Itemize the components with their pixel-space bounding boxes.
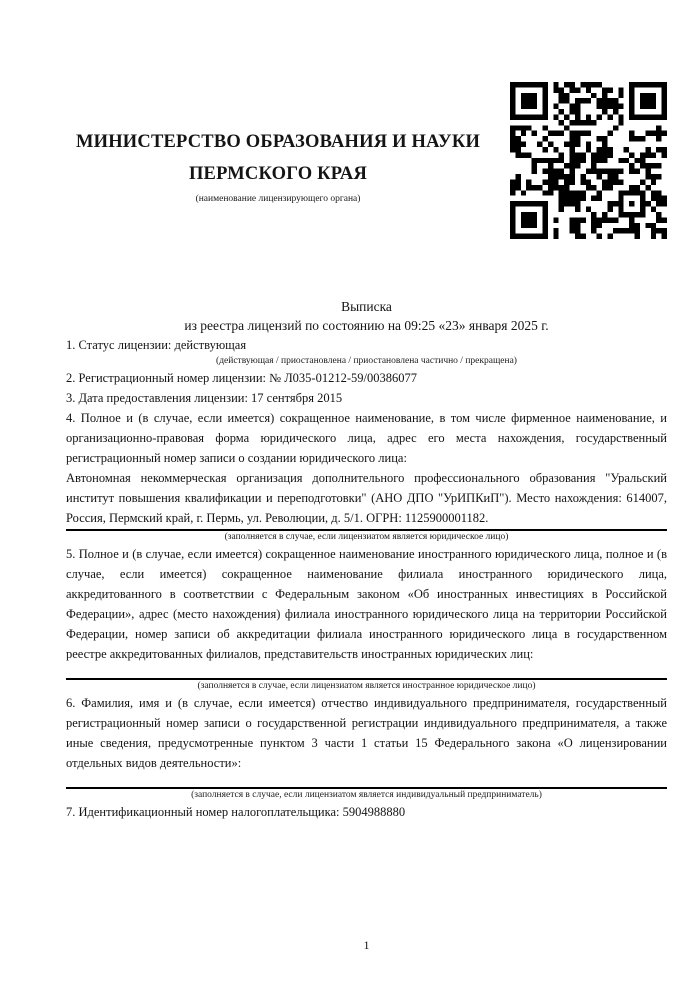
document-header xyxy=(66,82,667,239)
ministry-name xyxy=(66,126,490,190)
field-foreign-entity-note: (заполняется в случае, если лицензиатом является иностранное юридическое лицо) xyxy=(197,681,536,691)
field-entrepreneur-label: 6. Фамилия, имя и (в случае, если имеется) отчество индивидуального предпринимателя, государственный регистрационный номер записи о государственной регистрации индивидуального предпринимателя, а также иные сведения, предусмотренные пунктом 3 части 1 статьи 15 Федерального закона «О лицензировании отдельных видов деятельности»: xyxy=(66,696,667,770)
qr-code-icon xyxy=(510,82,667,239)
field-entrepreneur-blank-line xyxy=(66,773,667,789)
ministry-name-line2: ПЕРМСКОГО КРАЯ xyxy=(188,164,368,184)
licensing-authority-caption: (наименование лицензирующего органа) xyxy=(195,194,361,204)
ministry-name-line1: МИНИСТЕРСТВО ОБРАЗОВАНИЯ И НАУКИ xyxy=(75,132,481,152)
document-title-line1: Выписка xyxy=(341,299,392,314)
field-inn: 7. Идентификационный номер налогоплательщика: 5904988880 xyxy=(66,805,406,819)
licensing-authority-block xyxy=(66,82,490,205)
page-number: 1 xyxy=(363,938,370,952)
field-license-status-note: (действующая / приостановлена / приостановлена частично / прекращена) xyxy=(216,356,517,366)
field-foreign-entity-blank-line xyxy=(66,664,667,680)
field-registration-number: 2. Регистрационный номер лицензии: № Л035-01212-59/00386077 xyxy=(66,371,417,385)
field-legal-entity-note: (заполняется в случае, если лицензиатом является юридическое лицо) xyxy=(224,532,509,542)
field-legal-entity-value: Автономная некоммерческая организация дополнительного профессионального образования "Уральский институт повышения квалификации и переподготовки" (АНО ДПО "УрИПКиП"). Место нахождения: 614007, Россия, Пермский край, г. Пермь, ул. Революции, д. 5/1. ОГРН: 1125900001182. xyxy=(66,471,667,525)
field-license-status: 1. Статус лицензии: действующая xyxy=(66,338,247,352)
document-title xyxy=(66,297,667,335)
field-foreign-entity-label: 5. Полное и (в случае, если имеется) сокращенное наименование иностранного юридического лица, полное и (в случае, если имеется) сокращенное наименование филиала иностранного юридического лица, аккредитованного в соответствии с Федеральным законом «Об иностранных инвестициях в Российской Федерации», адрес (место нахождения) филиала иностранного юридического лица на территории Российской Федерации, номер записи об аккредитации филиала иностранного юридического лица в государственном реестре аккредитованных филиалов, представительств иностранных юридических лиц: xyxy=(66,547,667,661)
document-title-line2: из реестра лицензий по состоянию на 09:25 «23» января 2025 г. xyxy=(184,318,549,333)
field-entrepreneur-note: (заполняется в случае, если лицензиатом является индивидуальный предприниматель) xyxy=(191,790,542,800)
field-grant-date: 3. Дата предоставления лицензии: 17 сентября 2015 xyxy=(66,391,343,405)
field-legal-entity-label: 4. Полное и (в случае, если имеется) сокращенное наименование, в том числе фирменное наименование, и организационно-правовая форма юридического лица, адрес его места нахождения, государственный регистрационный номер записи о создании юридического лица: xyxy=(66,411,667,465)
